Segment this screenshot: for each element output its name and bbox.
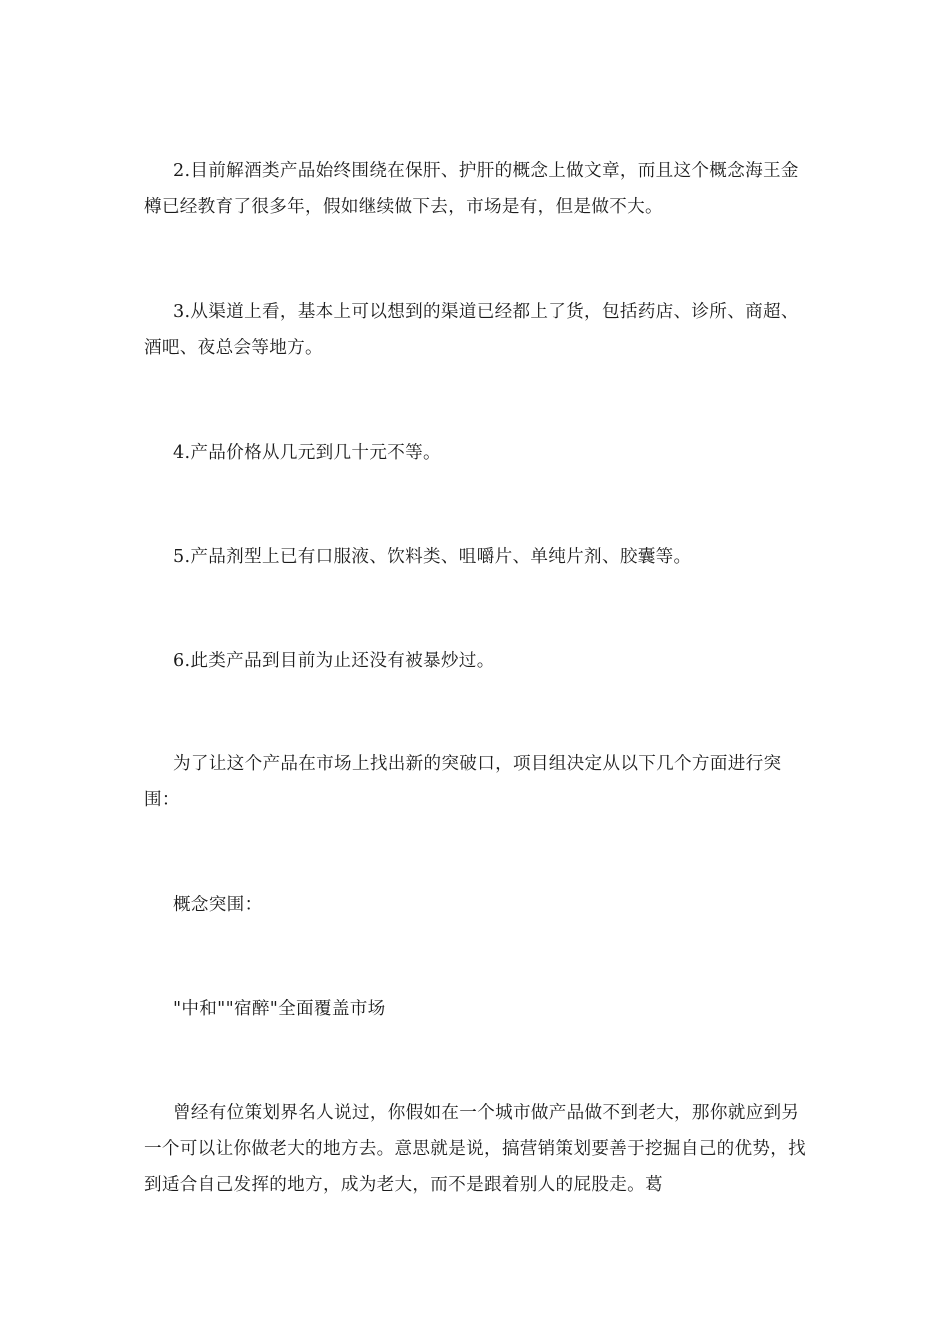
paragraph-breakthrough-intro: 为了让这个产品在市场上找出新的突破口，项目组决定从以下几个方面进行突围： [144, 754, 782, 810]
section-subheading: "中和""宿醉"全面覆盖市场 [173, 999, 386, 1019]
paragraph-point-3: 3.从渠道上看，基本上可以想到的渠道已经都上了货，包括药店、诊所、商超、酒吧、夜总会等地方。 [144, 302, 799, 358]
paragraph-point-4: 4.产品价格从几元到几十元不等。 [173, 443, 441, 463]
paragraph-body: 曾经有位策划界名人说过，你假如在一个城市做产品做不到老大，那你就应到另一个可以让你做老大的地方去。意思就是说，搞营销策划要善于挖掘自己的优势，找到适合自己发挥的地方，成为老大，而不是跟着别人的屁股走。葛 [144, 1103, 807, 1195]
paragraph-point-6: 6.此类产品到目前为止还没有被暴炒过。 [173, 651, 495, 671]
paragraph-point-2: 2.目前解酒类产品始终围绕在保肝、护肝的概念上做文章，而且这个概念海王金樽已经教育了很多年，假如继续做下去，市场是有，但是做不大。 [144, 161, 799, 217]
section-heading-concept: 概念突围： [173, 895, 263, 915]
paragraph-point-5: 5.产品剂型上已有口服液、饮料类、咀嚼片、单纯片剂、胶囊等。 [173, 547, 692, 567]
